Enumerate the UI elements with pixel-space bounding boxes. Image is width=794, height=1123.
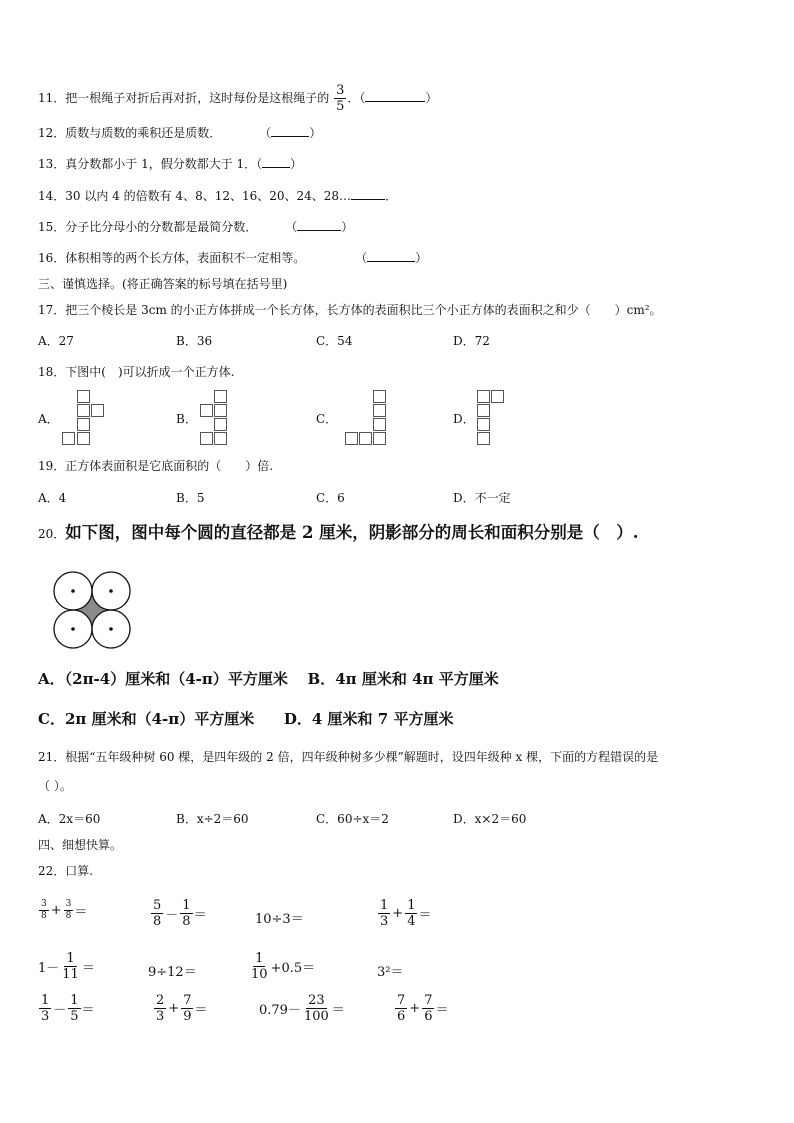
q18-option-b[interactable]: B． — [176, 412, 197, 426]
q17-option-d[interactable]: D．72 — [453, 334, 490, 348]
answer-blank[interactable] — [365, 89, 425, 102]
q19-option-c[interactable]: C．6 — [316, 491, 345, 505]
section-4-heading: 四、细想快算。 — [38, 838, 123, 852]
q20-options-row1 — [38, 669, 499, 689]
question-19: 19．正方体表面积是它底面积的（ ）倍. — [38, 459, 274, 473]
question-20: 20．如下图，图中每个圆的直径都是 2 厘米，阴影部分的周长和面积分别是（ ）. — [38, 523, 639, 542]
q21-option-a[interactable]: A．2x＝60 — [38, 812, 101, 826]
answer-blank[interactable] — [271, 124, 309, 137]
answer-blank[interactable] — [297, 218, 341, 231]
answer-blank[interactable] — [367, 249, 415, 262]
section-3-heading: 三、谨慎选择。(将正确答案的标号填在括号里) — [38, 277, 288, 291]
q20-option-d[interactable]: D．4 厘米和 7 平方厘米 — [283, 710, 454, 728]
question-11: 11．把一根绳子对折后再对折，这时每份是这根绳子的 $\frac{3}{5}$ ．（ ） — [38, 83, 438, 114]
four-circles-figure — [50, 568, 134, 650]
q19-option-a[interactable]: A．4 — [38, 491, 67, 505]
calc-r1-c: 10÷3＝ — [255, 912, 304, 927]
calc-r2-a: 1－ $\frac{1}{11}$ ＝ — [38, 951, 95, 982]
question-17: 17．把三个棱长是 3cm 的小正方体拼成一个长方体，长方体的表面积比三个小正方体的表面积之和少（ ）cm²。 — [38, 303, 662, 317]
calc-r2-d: 3²＝ — [377, 965, 404, 980]
calc-r3-a: $\frac{1}{3}$ － $\frac{1}{5}$ ＝ — [41, 993, 95, 1024]
q21-option-c[interactable]: C．60÷x＝2 — [316, 812, 389, 826]
q18-option-d[interactable]: D． — [453, 412, 475, 426]
question-22: 22．口算. — [38, 864, 94, 878]
question-16: 16．体积相等的两个长方体，表面积不一定相等。 （ ） — [38, 251, 428, 265]
question-15: 15．分子比分母小的分数都是最简分数． （ ） — [38, 220, 354, 234]
question-12: 12．质数与质数的乘积还是质数． （ ） — [38, 126, 322, 140]
q21-option-b[interactable]: B．x÷2＝60 — [176, 812, 249, 826]
q18-option-a[interactable]: A． — [38, 412, 59, 426]
q19-option-b[interactable]: B．5 — [176, 491, 205, 505]
q20-option-a[interactable]: A．（2π-4）厘米和（4-π）平方厘米 — [38, 670, 288, 688]
q17-option-c[interactable]: C．54 — [316, 334, 353, 348]
calc-r3-b: $\frac{2}{3}$ + $\frac{7}{9}$ ＝ — [156, 993, 208, 1024]
calc-r2-c: $\frac{1}{10}$ +0.5＝ — [251, 951, 316, 982]
q20-option-c[interactable]: C．2π 厘米和（4-π）平方厘米 — [38, 710, 255, 728]
q19-option-d[interactable]: D．不一定 — [453, 491, 511, 505]
q17-option-a[interactable]: A．27 — [38, 334, 74, 348]
q20-option-b[interactable]: B．4π 厘米和 4π 平方厘米 — [307, 670, 499, 688]
calc-r3-d: $\frac{7}{6}$ + $\frac{7}{6}$ ＝ — [397, 993, 449, 1024]
calc-r3-c: 0.79－ $\frac{23}{100}$ ＝ — [259, 993, 345, 1024]
question-21-cont: （ ）。 — [38, 779, 72, 793]
q21-option-d[interactable]: D．x×2＝60 — [453, 812, 527, 826]
calc-r1-d: $\frac{1}{3}$ + $\frac{1}{4}$ ＝ — [380, 898, 432, 929]
calc-r1-a: $\frac{3}{8}$ + $\frac{3}{8}$ ＝ — [41, 899, 88, 921]
q18-option-c[interactable]: C． — [316, 412, 338, 426]
answer-blank[interactable] — [351, 187, 385, 200]
q17-option-b[interactable]: B．36 — [176, 334, 213, 348]
question-21: 21．根据“五年级种树 60 棵，是四年级的 2 倍，四年级种树多少棵”解题时，设四年级种 x 棵，下面的方程错误的是 — [38, 750, 659, 764]
calc-r2-b: 9÷12＝ — [148, 965, 197, 980]
calc-r1-b: $\frac{5}{8}$ － $\frac{1}{8}$ ＝ — [153, 898, 207, 929]
fraction-3-5: $\frac{3}{5}$ — [336, 83, 345, 114]
question-18: 18．下图中( )可以折成一个正方体. — [38, 365, 235, 379]
question-14: 14．30 以内 4 的倍数有 4、8、12、16、20、24、28… ． — [38, 189, 398, 203]
q20-options-row2 — [38, 709, 453, 729]
question-13: 13．真分数都小于 1，假分数都大于 1．（ ） — [38, 157, 303, 171]
answer-blank[interactable] — [262, 155, 290, 168]
